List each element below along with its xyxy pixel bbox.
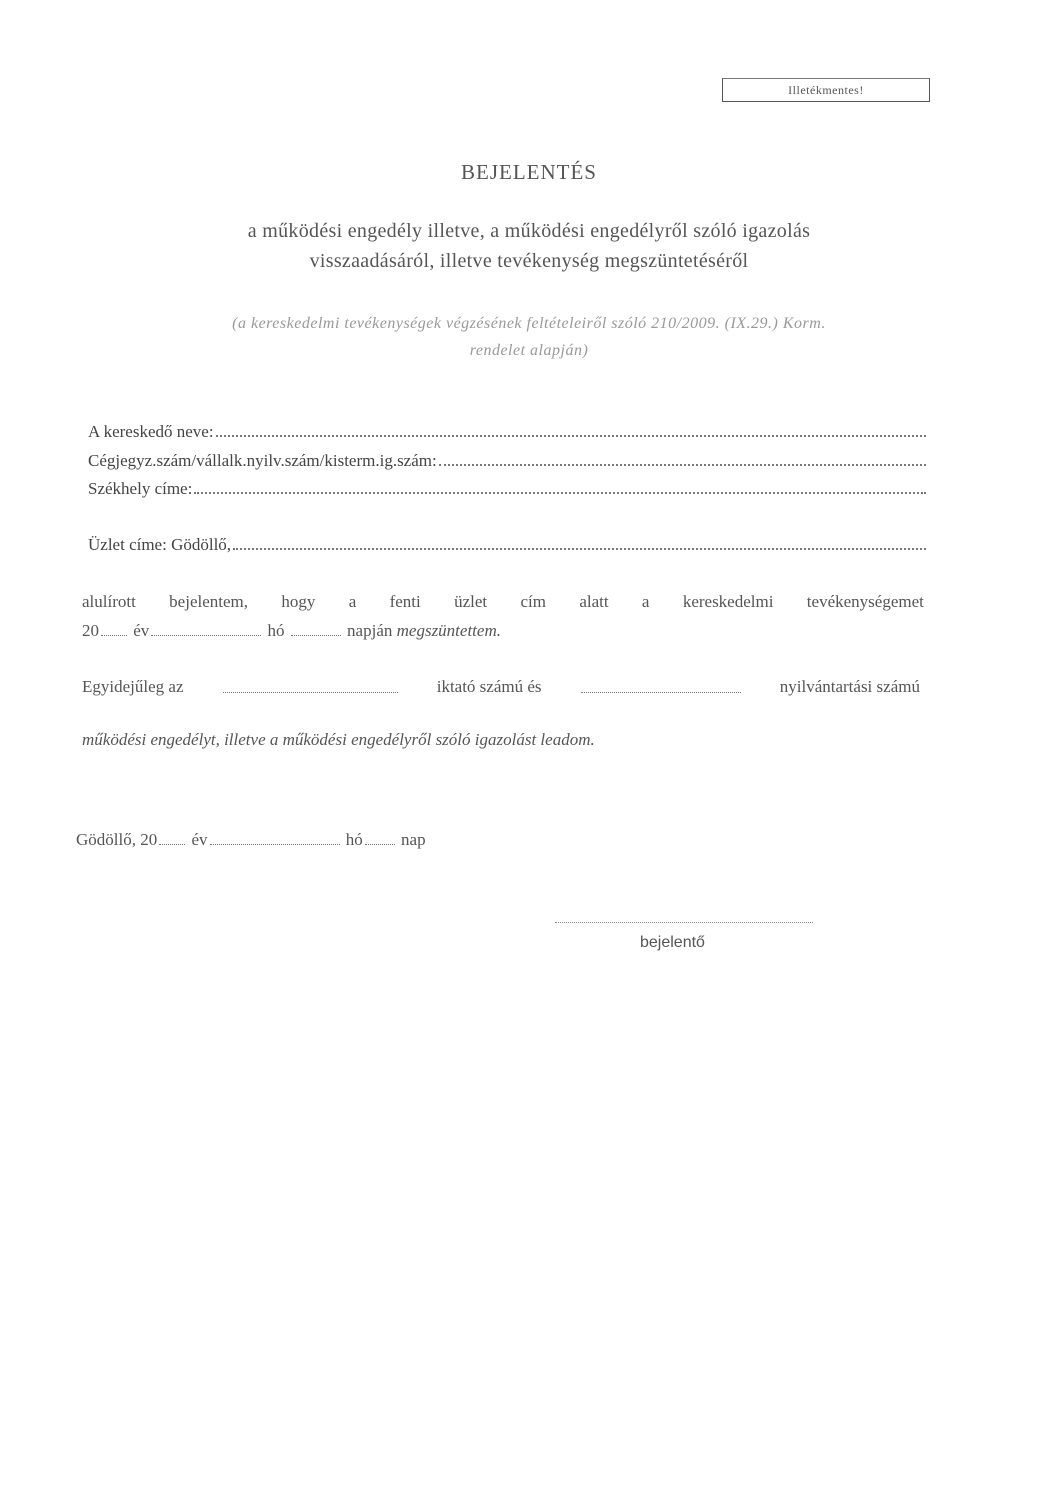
statement-line-1	[82, 592, 924, 612]
year-blank[interactable]	[101, 634, 127, 636]
registry-number-blank[interactable]	[581, 691, 741, 693]
simultaneous-line-1	[82, 677, 920, 697]
document-title: BEJELENTÉS	[461, 160, 597, 184]
fill-line[interactable]	[194, 491, 926, 494]
legal-basis-line-2: rendelet alapján)	[469, 342, 589, 359]
subtitle-line-2: visszaadásáról, illetve tevékenység megszüntetéséről	[309, 250, 749, 272]
fee-exempt-stamp: Illetékmentes!	[722, 78, 930, 102]
field-label: Üzlet címe: Gödöllő,	[88, 535, 232, 554]
filing-number-label: iktató számú és	[436, 677, 542, 696]
month-blank[interactable]	[151, 634, 261, 636]
day-blank[interactable]	[365, 843, 395, 845]
fill-line[interactable]	[233, 547, 926, 550]
date-line	[76, 830, 918, 850]
month-label: hó	[267, 621, 285, 640]
year-blank[interactable]	[159, 843, 185, 845]
month-blank[interactable]	[210, 843, 340, 845]
day-label: nap	[401, 830, 426, 849]
word: a	[348, 592, 357, 611]
statement-end: megszüntettem.	[396, 621, 501, 640]
fill-line[interactable]	[216, 434, 926, 437]
word: üzlet	[454, 592, 488, 611]
legal-basis-line-1: (a kereskedelmi tevékenységek végzésének feltételeiről szóló 210/2009. (IX.29.) Korm.	[232, 315, 826, 332]
word: cím	[520, 592, 546, 611]
registration-number-field[interactable]	[88, 451, 926, 471]
word: a	[641, 592, 650, 611]
headquarters-address-field[interactable]	[88, 479, 926, 499]
field-label: Cégjegyz.szám/vállalk.nyilv.szám/kisterm.ig.szám:	[88, 451, 437, 470]
simultaneous-line-2: működési engedélyt, illetve a működési engedélyről szóló igazolást leadom.	[82, 730, 595, 749]
statement-line-2	[82, 621, 924, 641]
signature-label: bejelentő	[640, 934, 705, 951]
month-label: hó	[345, 830, 363, 849]
registry-number-label: nyilvántartási számú	[779, 677, 920, 696]
word: bejelentem,	[169, 592, 248, 611]
fill-line[interactable]	[439, 463, 926, 466]
year-label: év	[133, 621, 150, 640]
word: fenti	[389, 592, 421, 611]
word: kereskedelmi	[682, 592, 774, 611]
shop-address-field[interactable]	[88, 535, 926, 555]
year-label: év	[191, 830, 208, 849]
signature-line[interactable]	[555, 922, 813, 923]
word: alulírott	[82, 592, 136, 611]
day-blank[interactable]	[291, 634, 341, 636]
subtitle-line-1: a működési engedély illetve, a működési engedélyről szóló igazolás	[247, 220, 811, 242]
field-label: A kereskedő neve:	[88, 422, 214, 441]
year-prefix: 20	[82, 621, 99, 640]
field-label: Székhely címe:	[88, 479, 193, 498]
merchant-name-field[interactable]	[88, 422, 926, 442]
word: tevékenységemet	[806, 592, 924, 611]
date-place: Gödöllő, 20	[76, 830, 158, 849]
prefix-text: Egyidejűleg az	[82, 677, 184, 696]
filing-number-blank[interactable]	[223, 691, 398, 693]
day-label: napján	[347, 621, 393, 640]
word: alatt	[579, 592, 609, 611]
word: hogy	[281, 592, 316, 611]
